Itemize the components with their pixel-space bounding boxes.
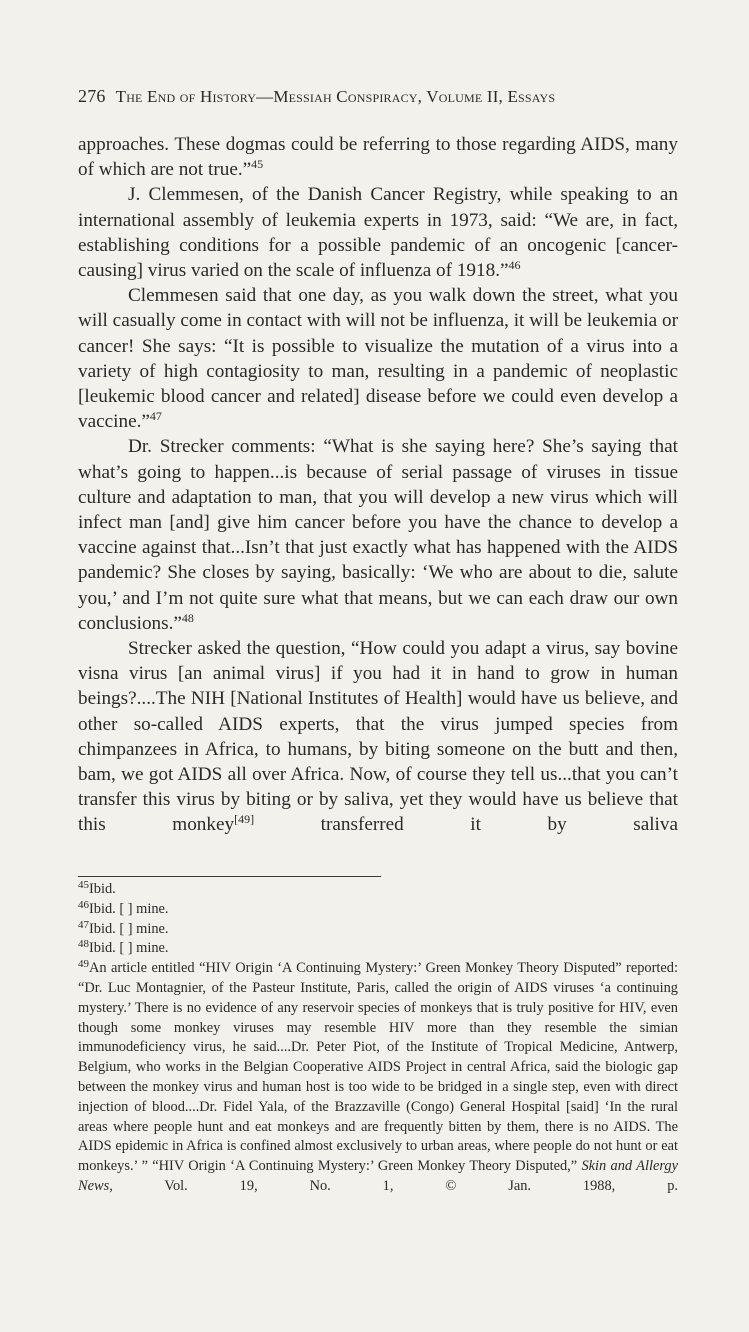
note-ref-48: 48 (181, 610, 194, 625)
footnote-text: Ibid. (89, 881, 116, 897)
footnote-text-end: , Vol. 19, No. 1, © Jan. 1988, p. (109, 1177, 678, 1194)
paragraph-5 (78, 636, 678, 838)
note-ref-49: [49] (234, 812, 255, 827)
paragraph-text-continued: transferred it by saliva (254, 814, 678, 836)
note-ref-45: 45 (251, 157, 264, 172)
footnote-rule (78, 876, 381, 877)
paragraph-text: Strecker asked the question, “How could you adapt a virus, say bovine visna virus [an animal virus] if you had it in hand to grow in human beings?....The NIH [National Institutes of Health] would have us believe, and other so-called AIDS experts, that the virus jumped species from chimpanzees in Africa, to humans, by biting someone on the butt and then, bam, we got AIDS all over Africa. Now, of course they tell us...that you can’t transfer this virus by biting or by saliva, yet they would have us believe that this monkey (78, 638, 678, 836)
note-ref-47: 47 (149, 409, 162, 424)
footnote-mark: 48 (78, 938, 89, 951)
footnote-mark: 45 (78, 879, 89, 891)
footnote-45 (78, 880, 678, 900)
footnote-49 (78, 959, 678, 1197)
footnote-text: Ibid. [ ] mine. (89, 900, 169, 917)
paragraph-text: Clemmesen said that one day, as you walk down the street, what you will casually come in contact with will not be influenza, it will be leukemia or cancer! She says: “It is possible to visualize the mutation of a virus into a variety of high contagiosity to man, resulting in a pandemic of neoplastic [leukemic blood cancer and related] disease before we could even develop a vaccine.” (78, 285, 678, 433)
footnote-text: Ibid. [ ] mine. (89, 920, 169, 937)
footnote-mark: 49 (78, 958, 89, 971)
body-text (78, 132, 678, 838)
paragraph-text: J. Clemmesen, of the Danish Cancer Registry, while speaking to an international assembly of leukemia experts in 1973, said: “We are, in fact, establishing conditions for a possible pandemic of an oncogenic [cancer-causing] virus varied on the scale of influenza of 1918.” (78, 184, 678, 282)
footnote-text: An article entitled “HIV Origin ‘A Continuing Mystery:’ Green Monkey Theory Disputed” reported: “Dr. Luc Montagnier, of the Pasteur Institute, Paris, called the origin of AIDS viruses ‘a continuing mystery.’ There is no evidence of any reservoir species of monkeys that is truly positive for HIV, even though some monkey viruses may resemble HIV more than they resemble the simian immunodeficiency virus, he said....Dr. Peter Piot, of the Institute of Tropical Medicine, Antwerp, Belgium, who works in the Belgian Cooperative AIDS Project in central Africa, said the biologic gap between the monkey virus and human host is too wide to be bridged in a single step, even with direct injection of blood....Dr. Fidel Yala, of the Brazzaville (Congo) General Hospital [said] ‘In the rural areas where people hunt and eat monkeys and are frequently bitten by them, there is no AIDS. The AIDS epidemic in Africa is confined almost exclusively to urban areas, where people do not hunt or eat monkeys.’ ” “HIV Origin ‘A Continuing Mystery:’ Green Monkey Theory Disputed,” (78, 960, 678, 1175)
footnote-48 (78, 939, 678, 959)
paragraph-1 (78, 132, 678, 182)
footnotes (78, 880, 678, 1197)
footnote-mark: 46 (78, 898, 89, 911)
paragraph-text: approaches. These dogmas could be referring to those regarding AIDS, many of which are not true.” (78, 134, 678, 181)
running-title: The End of History—Messiah Conspiracy, Volume II, Essays (115, 87, 556, 106)
paragraph-text: Dr. Strecker comments: “What is she saying here? She’s saying that what’s going to happen...is because of serial passage of viruses in tissue culture and adaptation to man, that you will develop a new virus which will infect man [and] give him cancer before you have the chance to develop a vaccine against that...Isn’t that just exactly what has happened with the AIDS pandemic? She closes by saying, basically: ‘We who are about to die, salute you,’ and I’m not quite sure what that means, but we can each draw our own conclusions.” (78, 436, 678, 634)
paragraph-3 (78, 283, 678, 434)
journal-title: Skin and Allergy News (78, 1158, 678, 1194)
note-ref-46: 46 (508, 258, 521, 273)
running-head (78, 86, 678, 107)
footnote-46 (78, 900, 678, 920)
page-number: 276 (78, 86, 106, 106)
footnote-text: Ibid. [ ] mine. (89, 940, 169, 957)
paragraph-2 (78, 182, 678, 283)
paragraph-4 (78, 434, 678, 636)
footnote-mark: 47 (78, 918, 89, 931)
footnote-47 (78, 920, 678, 940)
